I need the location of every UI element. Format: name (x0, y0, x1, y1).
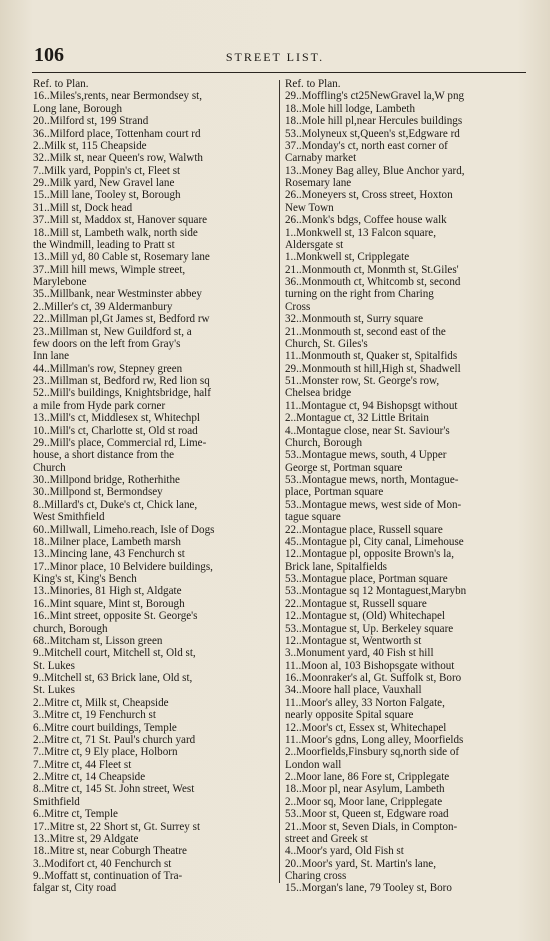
street-entry-line: 8..Mitre ct, 145 St. John street, West (33, 783, 195, 796)
street-entry-line: George st, Portman square (285, 461, 403, 474)
street-entry (285, 165, 529, 190)
street-entry-line: Aldersgate st (285, 238, 344, 251)
street-entry (33, 746, 278, 758)
street-entry-line: nearly opposite Spital square (285, 709, 414, 722)
street-entry (285, 227, 529, 252)
street-entry (285, 585, 529, 597)
street-entry (33, 128, 278, 140)
street-entry (285, 746, 529, 771)
street-entry (33, 870, 278, 895)
street-entry (285, 722, 529, 734)
street-entry-line: 30..Millpond st, Bermondsey (33, 486, 163, 499)
street-entry-line: 18..Mole hill lodge, Lambeth (285, 102, 416, 115)
street-entry-line: 53..Montague mews, south, 4 Upper (285, 449, 447, 462)
street-entry (33, 412, 278, 424)
street-entry-line: 18..Mitre st, near Coburgh Theatre (33, 845, 187, 858)
street-entry-line: 6..Mitre court buildings, Temple (33, 721, 177, 734)
street-entry-line: 20..Moor's yard, St. Martin's lane, (285, 857, 436, 870)
street-entry-line: 11..Moor's alley, 33 Norton Falgate, (285, 696, 445, 709)
street-entry (33, 387, 278, 412)
street-entry-line: 32..Milk st, near Queen's row, Walwth (33, 152, 203, 165)
street-entry-line: 22..Montague place, Russell square (285, 523, 443, 536)
right-column (285, 78, 529, 895)
street-entry (285, 598, 529, 610)
street-entry-line: falgar st, City road (33, 882, 117, 895)
street-entry (285, 821, 529, 846)
street-entry (33, 722, 278, 734)
street-entry (285, 350, 529, 362)
running-head: STREET LIST. (225, 50, 325, 64)
street-entry-line: 15..Mill lane, Tooley st, Borough (33, 189, 181, 202)
street-entry (285, 103, 529, 115)
street-entry-line: 26..Monk's bdgs, Coffee house walk (285, 214, 447, 227)
street-entry (285, 536, 529, 548)
street-entry (33, 598, 278, 610)
street-entry-line: 12..Montague pl, opposite Brown's la, (285, 548, 455, 561)
street-entry-line: West Smithfield (33, 511, 105, 524)
street-entry-line: Long lane, Borough (33, 102, 123, 115)
street-entry-line: 9..Moffatt st, continuation of Tra- (33, 870, 183, 882)
street-entry-line: 51..Monster row, St. George's row, (285, 375, 440, 387)
street-entry-line: 7..Mitre ct, 9 Ely place, Holborn (33, 746, 178, 759)
street-entry-line: St. Lukes (33, 684, 75, 697)
street-entry-line: 1..Monkwell st, 13 Falcon square, (285, 226, 436, 239)
street-entry (285, 400, 529, 412)
street-entry-line: Brick lane, Spitalfields (285, 560, 387, 573)
street-entry (285, 251, 529, 263)
street-entry (285, 647, 529, 659)
street-entry-line: 11..Monmouth st, Quaker st, Spitalfids (285, 350, 458, 363)
street-entry-line: 3..Modifort ct, 40 Fenchurch st (33, 857, 172, 870)
street-entry (33, 548, 278, 560)
street-entry (33, 251, 278, 263)
street-entry (285, 425, 529, 450)
street-entry (33, 833, 278, 845)
street-entry-line: 3..Mitre ct, 19 Fenchurch st (33, 709, 156, 722)
street-entry (33, 821, 278, 833)
street-entry-line: 44..Millman's row, Stepney green (33, 362, 183, 375)
street-entry-line: 35..Millbank, near Westminster abbey (33, 288, 202, 301)
street-entry (33, 214, 278, 226)
street-entry-line: Church, Borough (285, 436, 363, 449)
street-entry (33, 709, 278, 721)
street-entry-line: 37..Mill hill mews, Wimple street, (33, 263, 186, 276)
street-entry-line: 13..Money Bag alley, Blue Anchor yard, (285, 164, 465, 177)
street-entry (33, 425, 278, 437)
street-entry-line: 2..Milk st, 115 Cheapside (33, 139, 147, 152)
right-column-header: Ref. to Plan. (285, 78, 341, 90)
street-entry-line: tague square (285, 511, 341, 524)
street-entry (33, 486, 278, 498)
street-entry-line: 2..Moor sq, Moor lane, Cripplegate (285, 795, 443, 808)
street-entry (285, 214, 529, 226)
street-entry-line: 12..Moor's ct, Essex st, Whitechapel (285, 721, 447, 734)
street-entry (33, 783, 278, 808)
street-entry (285, 635, 529, 647)
street-entry (33, 227, 278, 252)
street-entry-line: place, Portman square (285, 486, 384, 499)
street-entry (33, 771, 278, 783)
street-entry-line: 12..Montague st, (Old) Whitechapel (285, 610, 445, 623)
street-entry-line: Inn lane (33, 350, 70, 363)
street-entry (33, 536, 278, 548)
street-entry-line: 29..Mill's place, Commercial rd, Lime- (33, 436, 207, 449)
street-entry (285, 363, 529, 375)
street-entry-line: 10..Mill's ct, Charlotte st, Old st road (33, 424, 198, 437)
street-entry (33, 264, 278, 289)
street-entry-line: 31..Mill st, Dock head (33, 201, 133, 214)
street-entry-line: 68..Mitcham st, Lisson green (33, 634, 163, 647)
street-entry-line: 29..Moffling's ct25NewGravel la,W png (285, 90, 465, 103)
street-entry-line: Church (33, 461, 66, 474)
street-entry-line: 23..Millman st, Bedford rw, Red lion sq (33, 375, 210, 387)
street-entry-line: 4..Montague close, near St. Saviour's (285, 424, 450, 437)
street-entry-line: 9..Mitchell court, Mitchell st, Old st, (33, 647, 196, 660)
street-entry-line: Smithfield (33, 795, 80, 808)
street-entry-line: 18..Moor pl, near Asylum, Lambeth (285, 783, 445, 796)
street-entry (33, 858, 278, 870)
street-entry-line: 11..Moor's gdns, Long alley, Moorfields (285, 733, 464, 746)
street-entry-line: 17..Mitre st, 22 Short st, Gt. Surrey st (33, 820, 201, 833)
street-entry-line: 52..Mill's buildings, Knightsbridge, half (33, 387, 211, 400)
street-entry (285, 796, 529, 808)
street-entry-line: 16..Miles's,rents, near Bermondsey st, (33, 90, 202, 103)
street-entry-line: 13..Mincing lane, 43 Fenchurch st (33, 548, 185, 561)
street-entry (33, 845, 278, 857)
street-entry-line: 9..Mitchell st, 63 Brick lane, Old st, (33, 672, 193, 684)
street-entry-line: a mile from Hyde park corner (33, 399, 166, 412)
street-entry (285, 499, 529, 524)
street-entry-line: the Windmill, leading to Pratt st (33, 238, 175, 251)
street-entry (285, 858, 529, 883)
street-entry-line: 37..Monday's ct, north east corner of (285, 139, 448, 152)
left-column-header: Ref. to Plan. (33, 78, 89, 90)
street-entry-line: 13..Mill's ct, Middlesex st, Whitechpl (33, 412, 200, 425)
street-entry-line: 16..Mint square, Mint st, Borough (33, 597, 185, 610)
street-entry-line: church, Borough (33, 622, 108, 635)
street-entry-line: house, a short distance from the (33, 449, 175, 462)
column-divider (279, 80, 280, 883)
street-entry-line: Carnaby market (285, 152, 357, 165)
street-entry (33, 585, 278, 597)
street-entry-line: turning on the right from Charing (285, 288, 434, 301)
street-entry-line: 2..Montague ct, 32 Little Britain (285, 412, 429, 425)
street-entry (285, 276, 529, 313)
street-entry (33, 313, 278, 325)
street-entry-line: 3..Monument yard, 40 Fish st hill (285, 647, 434, 660)
street-entry (285, 845, 529, 857)
street-entry (33, 140, 278, 152)
street-entry-line: 13..Mill yd, 80 Cable st, Rosemary lane (33, 251, 210, 264)
street-entry-line: 17..Minor place, 10 Belvidere buildings, (33, 560, 213, 573)
street-entry (285, 326, 529, 351)
street-entry (33, 610, 278, 635)
street-entry-line: 37..Mill st, Maddox st, Hanover square (33, 214, 208, 227)
street-entry (285, 474, 529, 499)
street-entry-line: Charing cross (285, 870, 347, 882)
street-entry-line: 36..Monmouth ct, Whitcomb st, second (285, 276, 461, 288)
street-entry-line: 53..Molyneux st,Queen's st,Edgware rd (285, 127, 460, 140)
street-entry (285, 449, 529, 474)
page-number: 106 (34, 44, 64, 66)
street-entry (33, 437, 278, 474)
street-entry (33, 165, 278, 177)
street-entry-line: 22..Millman pl,Gt James st, Bedford rw (33, 313, 210, 326)
left-column (33, 78, 278, 895)
street-entry-line: Church, St. Giles's (285, 337, 368, 350)
street-entry-line: 18..Mole hill pl,near Hercules buildings (285, 115, 463, 128)
street-entry-line: 6..Mitre ct, Temple (33, 808, 118, 821)
street-entry-line: 21..Moor st, Seven Dials, in Compton- (285, 820, 458, 833)
street-entry (33, 734, 278, 746)
street-entry (33, 90, 278, 115)
street-entry-line: 1..Monkwell st, Cripplegate (285, 251, 410, 264)
street-entry-line: 26..Moneyers st, Cross street, Hoxton (285, 189, 453, 202)
street-entry (33, 672, 278, 697)
street-entry-line: 45..Montague pl, City canal, Limehouse (285, 535, 464, 548)
street-entry (33, 288, 278, 300)
street-entry-line: Rosemary lane (285, 177, 352, 189)
street-entry-line: street and Greek st (285, 832, 368, 845)
street-entry-line: 7..Milk yard, Poppin's ct, Fleet st (33, 164, 181, 177)
street-entry (33, 635, 278, 647)
street-entry-line: 12..Montague st, Wentworth st (285, 634, 422, 647)
street-entry-line: 13..Minories, 81 High st, Aldgate (33, 585, 182, 598)
street-entry (33, 189, 278, 201)
street-entry-line: 21..Monmouth ct, Monmth st, St.Giles' (285, 263, 459, 276)
street-entry-line: 2..Mitre ct, 71 St. Paul's church yard (33, 733, 196, 746)
street-entry (285, 115, 529, 127)
street-entry (285, 684, 529, 696)
street-entry (285, 524, 529, 536)
street-entry (33, 524, 278, 536)
street-entry (33, 202, 278, 214)
street-entry-line: 22..Montague st, Russell square (285, 597, 427, 610)
street-entry (285, 548, 529, 573)
street-entry-line: 13..Mitre st, 29 Aldgate (33, 832, 139, 845)
street-entry-line: 15..Morgan's lane, 79 Tooley st, Boro (285, 882, 452, 895)
street-entry (285, 882, 529, 894)
street-entry-line: 20..Milford st, 199 Strand (33, 115, 149, 128)
street-entry-line: Cross (285, 300, 311, 313)
street-entry (285, 734, 529, 746)
street-entry-line: 29..Milk yard, New Gravel lane (33, 177, 175, 189)
street-entry-line: 2..Miller's ct, 39 Aldermanbury (33, 300, 173, 313)
street-entry (285, 783, 529, 795)
street-entry-line: St. Lukes (33, 659, 75, 672)
street-entry-line: 53..Montague mews, north, Montague- (285, 474, 459, 486)
street-entry (285, 140, 529, 165)
street-entry (33, 375, 278, 387)
street-entry-line: Marylebone (33, 276, 87, 288)
street-entry (33, 115, 278, 127)
street-entry (285, 808, 529, 820)
street-entry-line: New Town (285, 201, 334, 214)
street-entry-line: 36..Milford place, Tottenham court rd (33, 127, 201, 140)
street-entry (285, 697, 529, 722)
street-entry (33, 152, 278, 164)
street-entry-line: 53..Montague st, Up. Berkeley square (285, 622, 454, 635)
street-entry-line: 16..Moonraker's al, Gt. Suffolk st, Boro (285, 672, 462, 684)
street-entry-line: 29..Monmouth st hill,High st, Shadwell (285, 362, 461, 375)
street-entry-line: 8..Millard's ct, Duke's ct, Chick lane, (33, 498, 198, 511)
header-rule (32, 72, 526, 73)
street-entry (285, 623, 529, 635)
street-entry (33, 808, 278, 820)
street-entry-line: 2..Moorfields,Finsbury sq,north side of (285, 746, 460, 759)
street-entry-line: King's st, King's Bench (33, 573, 137, 585)
street-entry (33, 697, 278, 709)
street-entry-line: 53..Moor st, Queen st, Edgware road (285, 808, 449, 821)
street-entry (33, 363, 278, 375)
street-entry-line: 34..Moore hall place, Vauxhall (285, 684, 422, 697)
street-entry (33, 561, 278, 586)
street-entry-line: 32..Monmouth st, Surry square (285, 313, 424, 326)
street-entry (285, 771, 529, 783)
street-entry-line: 7..Mitre ct, 44 Fleet st (33, 758, 132, 771)
street-entry (285, 264, 529, 276)
street-entry-line: London wall (285, 758, 342, 771)
street-entry (285, 660, 529, 672)
street-entry (33, 301, 278, 313)
street-entry-line: 4..Moor's yard, Old Fish st (285, 845, 404, 858)
street-entry-line: 16..Mint street, opposite St. George's (33, 610, 198, 623)
street-entry (285, 128, 529, 140)
street-entry-line: 60..Millwall, Limeho.reach, Isle of Dogs (33, 523, 215, 536)
street-entry (285, 573, 529, 585)
street-entry (285, 412, 529, 424)
street-entry (285, 610, 529, 622)
street-entry-line: 11..Moon al, 103 Bishopsgate without (285, 659, 455, 672)
street-entry (285, 313, 529, 325)
street-entry-line: 21..Monmouth st, second east of the (285, 325, 446, 338)
street-entry (33, 326, 278, 363)
street-entry-line: 30..Millpond bridge, Rotherhithe (33, 474, 180, 486)
street-entry-line: 53..Montague sq 12 Montaguest,Marybn (285, 585, 467, 598)
street-entry (33, 177, 278, 189)
street-entry-line: 2..Moor lane, 86 Fore st, Cripplegate (285, 771, 450, 783)
street-entry (285, 672, 529, 684)
street-entry (285, 375, 529, 400)
street-entry-line: 23..Millman st, New Guildford st, a (33, 325, 192, 338)
street-entry (33, 474, 278, 486)
street-entry-line: 53..Montague mews, west side of Mon- (285, 498, 462, 511)
street-entry (285, 90, 529, 102)
street-entry (33, 647, 278, 672)
street-entry (285, 189, 529, 214)
street-entry-line: 2..Mitre ct, Milk st, Cheapside (33, 696, 169, 709)
street-entry (33, 499, 278, 524)
street-entry (33, 759, 278, 771)
street-entry-line: Chelsea bridge (285, 387, 352, 400)
street-entry-line: 18..Milner place, Lambeth marsh (33, 535, 181, 548)
street-entry-line: 53..Montague place, Portman square (285, 573, 448, 585)
street-entry-line: 18..Mill st, Lambeth walk, north side (33, 226, 198, 239)
street-entry-line: 11..Montague ct, 94 Bishopsgt without (285, 399, 458, 412)
street-entry-line: 2..Mitre ct, 14 Cheapside (33, 771, 146, 783)
street-entry-line: few doors on the left from Gray's (33, 337, 181, 350)
